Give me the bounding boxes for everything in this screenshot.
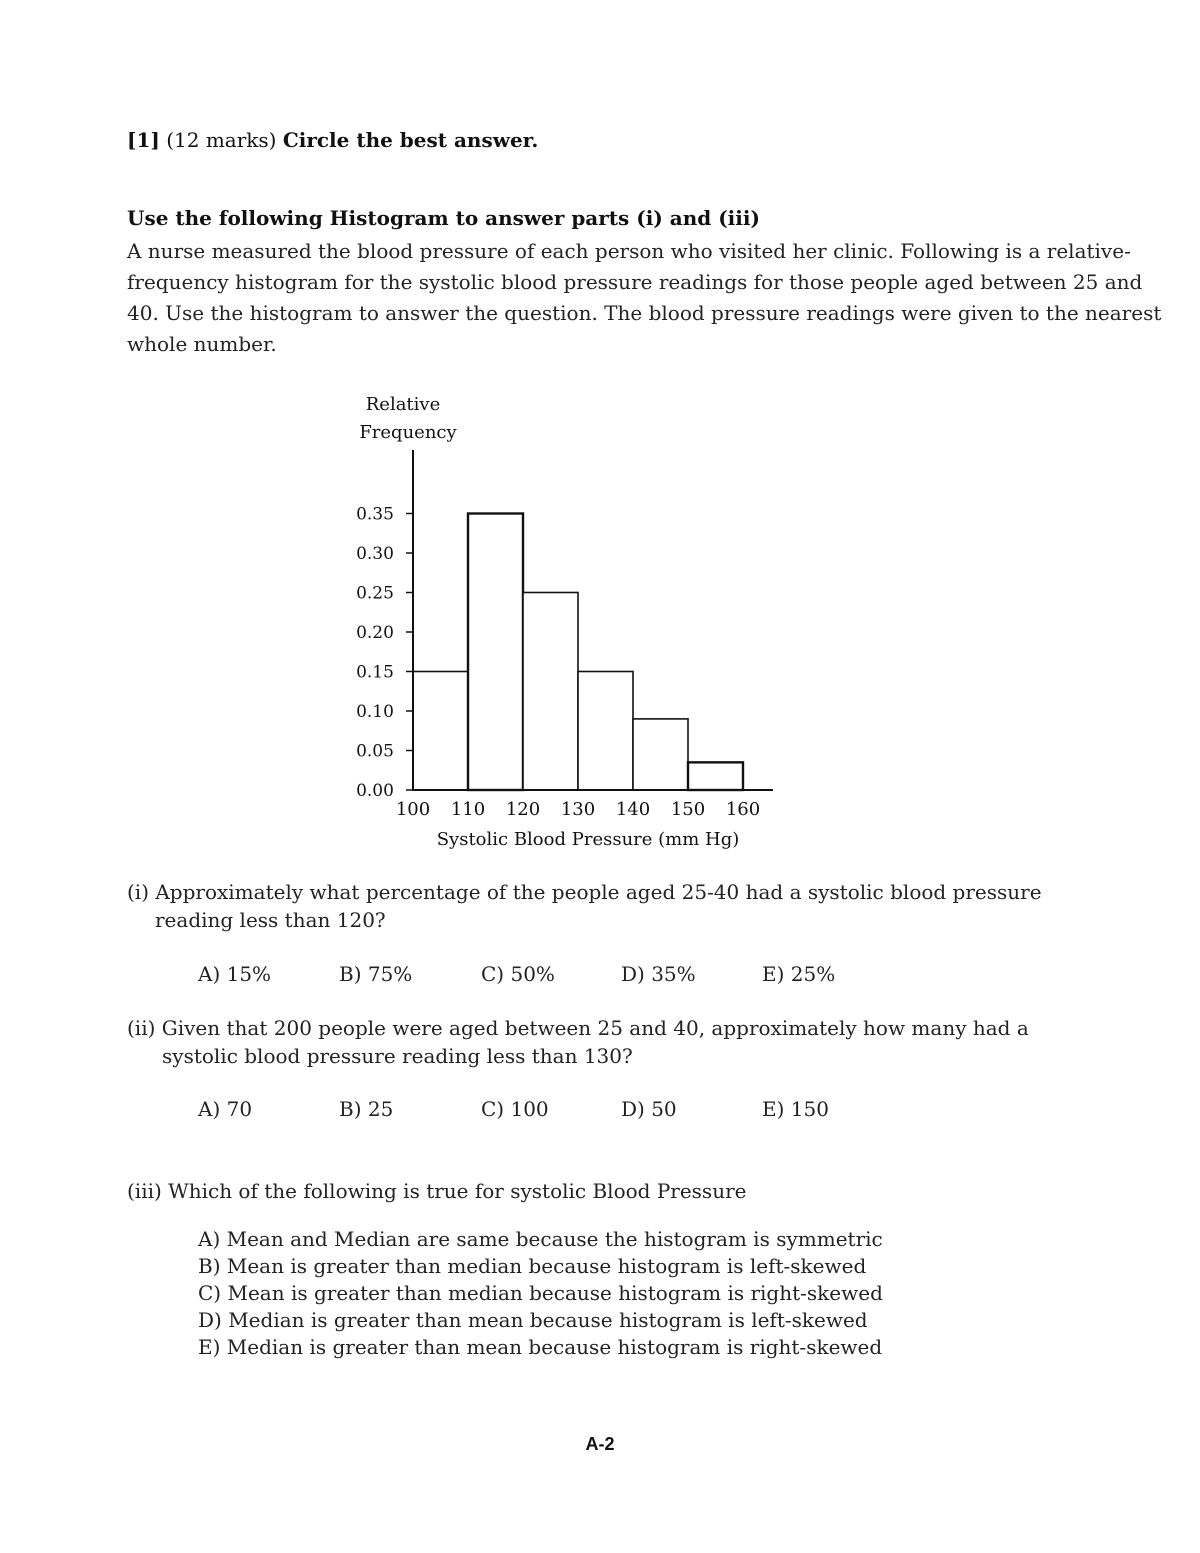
histogram-bar: [578, 672, 633, 791]
x-tick-label: 100: [395, 799, 431, 820]
option-c[interactable]: C) 50%: [481, 962, 555, 986]
intro-line: A nurse measured the blood pressure of each person who visited her clinic. Following is a relative-: [127, 239, 1131, 263]
option-d[interactable]: D) Median is greater than mean because histogram is left-skewed: [198, 1308, 868, 1332]
question-iii-options: [198, 1226, 883, 1361]
question-i-line2: reading less than 120?: [155, 908, 386, 932]
option-e[interactable]: E) 150: [762, 1097, 829, 1121]
question-marks: (12 marks): [166, 128, 277, 152]
question-ii-line2: systolic blood pressure reading less than 130?: [162, 1044, 633, 1068]
intro-line: frequency histogram for the systolic blood pressure readings for those people aged between 25 and: [127, 270, 1143, 294]
page-number: A-2: [585, 1434, 615, 1454]
x-tick-label: 110: [450, 799, 486, 820]
question-i: [127, 878, 1042, 934]
y-tick-label: 0.25: [356, 583, 394, 604]
histogram-bar: [468, 514, 523, 791]
question-instruction: Circle the best answer.: [282, 128, 539, 152]
intro-line: 40. Use the histogram to answer the question. The blood pressure readings were given to the nearest: [127, 301, 1162, 325]
y-tick-label: 0.35: [356, 504, 394, 525]
histogram-bar: [523, 593, 578, 791]
question-header: [127, 128, 538, 152]
histogram-bar: [688, 762, 743, 790]
histogram-instruction: Use the following Histogram to answer parts (i) and (iii): [127, 206, 760, 230]
question-iii-stem: (iii) Which of the following is true for systolic Blood Pressure: [127, 1179, 747, 1203]
blood-pressure-histogram: [330, 380, 790, 860]
y-tick-label: 0.15: [356, 662, 394, 683]
y-axis-label: Relative: [365, 394, 441, 415]
question-ii-line1: (ii) Given that 200 people were aged between 25 and 40, approximately how many had a: [127, 1016, 1029, 1040]
x-tick-label: 150: [670, 799, 706, 820]
option-b[interactable]: B) 25: [339, 1097, 394, 1121]
x-tick-label: 160: [725, 799, 761, 820]
x-tick-label: 130: [560, 799, 596, 820]
option-c[interactable]: C) 100: [481, 1097, 549, 1121]
option-e[interactable]: E) Median is greater than mean because histogram is right-skewed: [198, 1335, 883, 1359]
y-tick-label: 0.30: [356, 544, 394, 564]
option-d[interactable]: D) 50: [621, 1097, 677, 1121]
question-number: [1]: [127, 128, 160, 152]
histogram-bar: [633, 719, 688, 790]
question-i-line1: (i) Approximately what percentage of the people aged 25-40 had a systolic blood pressure: [127, 880, 1042, 904]
intro-paragraph: [127, 236, 1162, 360]
x-tick-label: 140: [615, 799, 651, 820]
intro-line: whole number.: [127, 332, 277, 356]
y-tick-label: 0.00: [356, 781, 394, 801]
question-iii: [127, 1177, 746, 1205]
option-b[interactable]: B) 75%: [339, 962, 413, 986]
histogram-bar: [413, 672, 468, 791]
option-e[interactable]: E) 25%: [762, 962, 836, 986]
y-tick-label: 0.05: [356, 741, 394, 762]
x-axis-label: Systolic Blood Pressure (mm Hg): [436, 829, 740, 850]
option-a[interactable]: A) 15%: [198, 962, 272, 986]
y-tick-label: 0.10: [356, 702, 394, 722]
y-tick-label: 0.20: [356, 623, 394, 643]
option-d[interactable]: D) 35%: [621, 962, 696, 986]
option-a[interactable]: A) Mean and Median are same because the histogram is symmetric: [198, 1227, 883, 1251]
option-a[interactable]: A) 70: [198, 1097, 253, 1121]
y-axis-label: Frequency: [359, 422, 457, 443]
option-b[interactable]: B) Mean is greater than median because histogram is left-skewed: [198, 1254, 867, 1278]
x-tick-label: 120: [505, 799, 541, 820]
option-c[interactable]: C) Mean is greater than median because histogram is right-skewed: [198, 1281, 883, 1305]
question-ii: [127, 1014, 1029, 1070]
